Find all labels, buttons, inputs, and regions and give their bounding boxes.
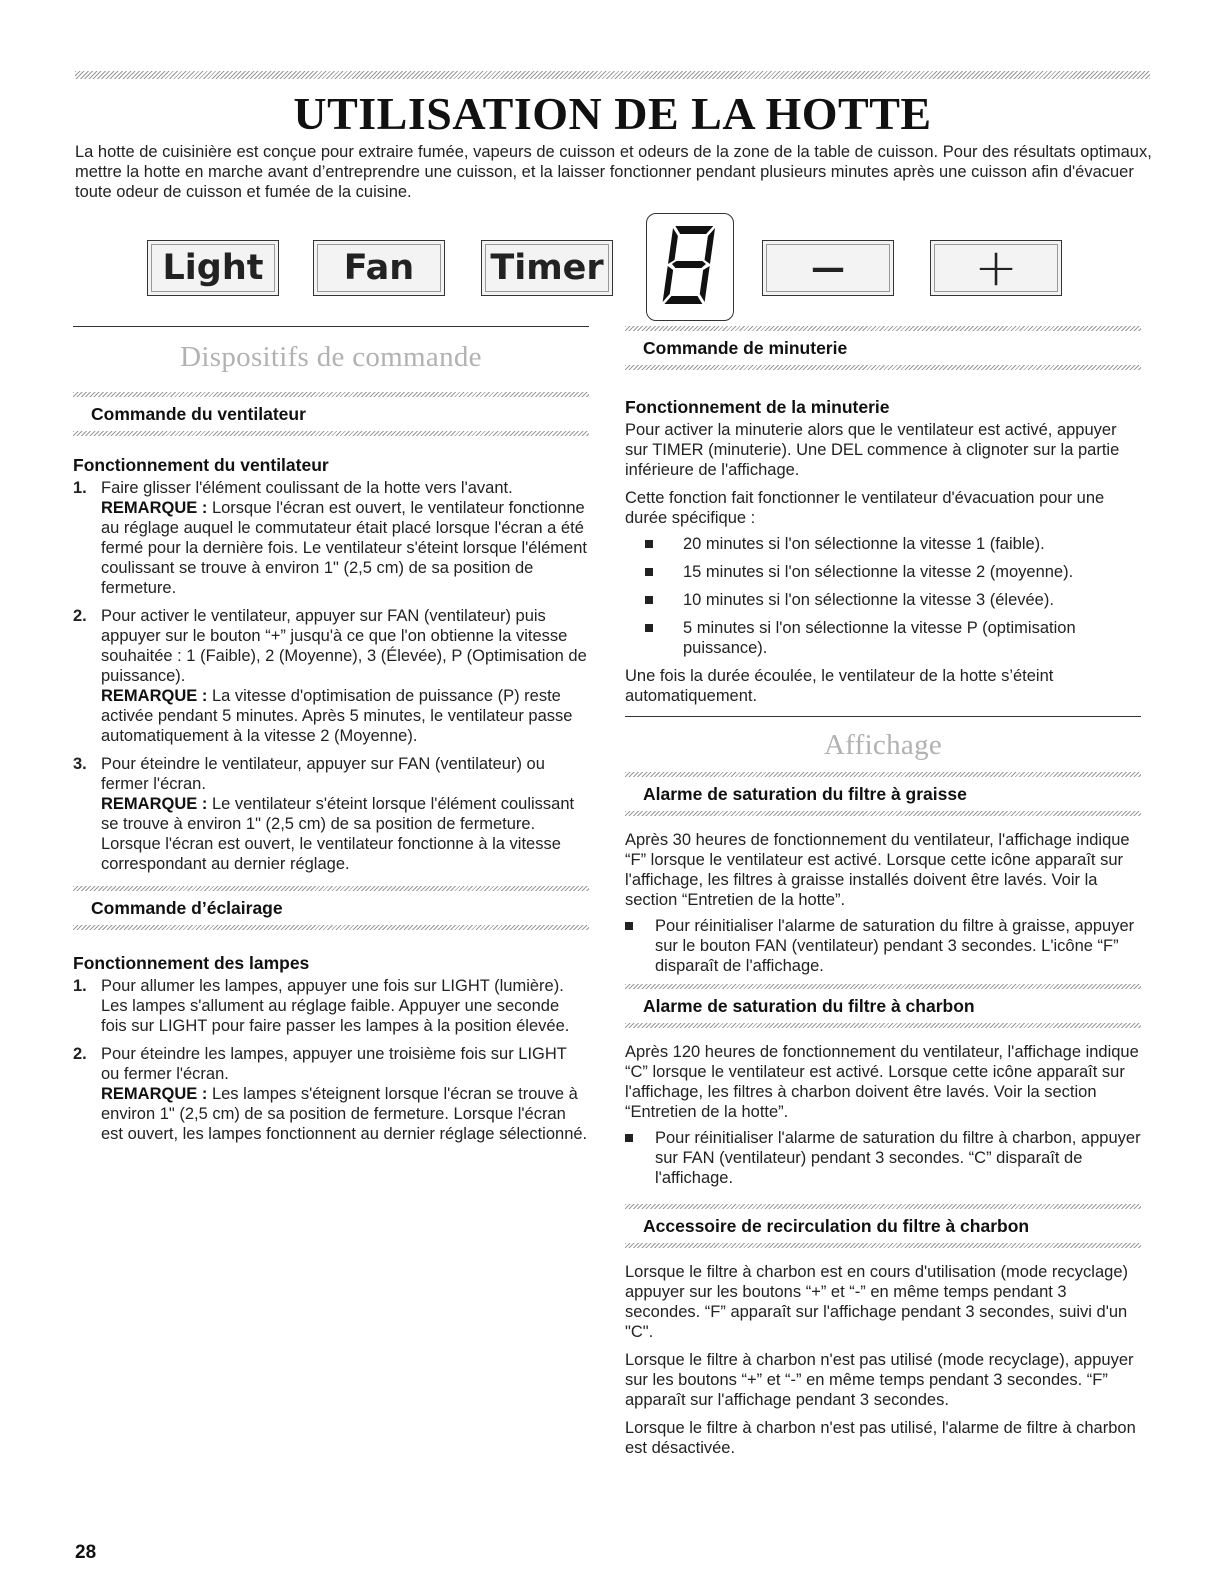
list-item bbox=[625, 590, 1141, 610]
charcoal-alarm-para: Après 120 heures de fonctionnement du ventilateur, l'affichage indique “C” lorsque le ventilateur est activé. Lorsque cette icône apparaît sur l'affichage, les filtres à charbon doivent être lavés. Voir la section “Entretien de la hotte”. bbox=[625, 1043, 1139, 1121]
intro-paragraph: La hotte de cuisinière est conçue pour extraire fumée, vapeurs de cuisson et odeurs de la zone de la table de cuisson. Pour des résultats optimaux, mettre la hotte en marche avant d’entreprendre une cuisson, et la laisser fonctionner pendant plusieurs minutes après une cuisson afin d'évacuer toute odeur de cuisson et fumée de la cuisine. bbox=[75, 143, 1152, 201]
section-title-controls: Dispositifs de commande bbox=[180, 341, 482, 373]
page-number: 28 bbox=[75, 1542, 97, 1563]
fan-operation-heading: Fonctionnement du ventilateur bbox=[73, 455, 329, 475]
left-column bbox=[73, 326, 589, 1152]
list-item bbox=[625, 1128, 1141, 1188]
seven-segment-digit-icon bbox=[647, 214, 733, 320]
timer-operation-heading: Fonctionnement de la minuterie bbox=[625, 397, 890, 417]
step-number: 1. bbox=[73, 977, 87, 995]
bullet-square-icon bbox=[625, 1134, 633, 1142]
step-note bbox=[101, 498, 589, 598]
list-item bbox=[73, 976, 589, 1036]
bullet-text: 15 minutes si l'on sélectionne la vitesse 2 (moyenne). bbox=[683, 563, 1074, 581]
list-item bbox=[73, 606, 589, 746]
step-note bbox=[101, 1084, 589, 1144]
step-note bbox=[101, 686, 589, 746]
bullet-square-icon bbox=[645, 568, 653, 576]
grease-alarm-list bbox=[625, 916, 1141, 976]
note-text: Le ventilateur s'éteint lorsque l'élément coulissant se trouve à environ 1" (2,5 cm) de sa position de fermeture. Lorsque l'écran est ouvert, le ventilateur fonctionne à la vitesse correspondant au dernier réglage. bbox=[101, 795, 575, 873]
section-title-display: Affichage bbox=[823, 729, 943, 761]
seven-segment-display bbox=[646, 213, 734, 321]
fan-button[interactable] bbox=[313, 240, 445, 296]
light-operation-heading: Fonctionnement des lampes bbox=[73, 953, 310, 973]
bullet-square-icon bbox=[625, 922, 633, 930]
step-number: 2. bbox=[73, 1045, 87, 1063]
fan-steps-list bbox=[73, 478, 589, 874]
list-item bbox=[73, 754, 589, 874]
list-item bbox=[625, 618, 1141, 658]
step-text: Pour allumer les lampes, appuyer une fois sur LIGHT (lumière). Les lampes s'allument au réglage faible. Appuyer une seconde fois sur LIGHT pour faire passer les lampes à la position élevée. bbox=[101, 977, 570, 1035]
list-item bbox=[625, 562, 1141, 582]
minus-button[interactable] bbox=[762, 240, 894, 296]
fan-control-heading: Commande du ventilateur bbox=[91, 404, 306, 424]
note-label: REMARQUE : bbox=[101, 795, 208, 813]
step-number: 2. bbox=[73, 607, 87, 625]
step-note bbox=[101, 794, 589, 874]
note-text: Les lampes s'éteignent lorsque l'écran se trouve à environ 1" (2,5 cm) de sa position de fermeture. Lorsque l'écran est ouvert, les lampes fonctionnent au dernier réglage sélectionné. bbox=[101, 1085, 588, 1143]
list-item bbox=[73, 1044, 589, 1144]
note-label: REMARQUE : bbox=[101, 499, 208, 517]
bullet-text: 5 minutes si l'on sélectionne la vitesse P (optimisation puissance). bbox=[683, 619, 1076, 657]
bullet-text: Pour réinitialiser l'alarme de saturation du filtre à graisse, appuyer sur le bouton FAN (ventilateur) pendant 3 secondes. L'icône “F” disparaît de l'affichage. bbox=[655, 917, 1135, 975]
timer-para-2: Cette fonction fait fonctionner le ventilateur d'évacuation pour une durée spécifique : bbox=[625, 489, 1105, 527]
light-control-heading: Commande d’éclairage bbox=[91, 898, 283, 918]
step-number: 1. bbox=[73, 479, 87, 497]
light-button-label: Light bbox=[162, 248, 264, 288]
bullet-text: 20 minutes si l'on sélectionne la vitesse 1 (faible). bbox=[683, 535, 1045, 553]
light-steps-list bbox=[73, 976, 589, 1144]
note-label: REMARQUE : bbox=[101, 687, 208, 705]
display-digit-value bbox=[733, 214, 734, 215]
page-title: UTILISATION DE LA HOTTE bbox=[293, 88, 932, 139]
list-item bbox=[625, 534, 1141, 554]
step-text: Pour éteindre les lampes, appuyer une troisième fois sur LIGHT ou fermer l'écran. bbox=[101, 1045, 567, 1083]
plus-button[interactable] bbox=[930, 240, 1062, 296]
step-text: Pour activer le ventilateur, appuyer sur FAN (ventilateur) puis appuyer sur le bouton “+” jusqu'à ce que l'on obtienne la vitesse souhaitée : 1 (Faible), 2 (Moyenne), 3 (Élevée), P (Optimisation de puissance). bbox=[101, 607, 587, 685]
bullet-text: 10 minutes si l'on sélectionne la vitesse 3 (élevée). bbox=[683, 591, 1054, 609]
bullet-square-icon bbox=[645, 624, 653, 632]
recirculation-para-1: Lorsque le filtre à charbon est en cours d'utilisation (mode recyclage) appuyer sur les boutons “+” et “-” en même temps pendant 3 secondes. “F” apparaît sur l'affichage pendant 3 secondes, suivi d'un "C". bbox=[625, 1263, 1128, 1341]
fan-button-label: Fan bbox=[343, 248, 415, 288]
right-column bbox=[625, 326, 1141, 1458]
right-section-rule bbox=[625, 716, 1141, 717]
plus-button-label: + bbox=[974, 238, 1018, 298]
list-item bbox=[73, 478, 589, 598]
step-text: Faire glisser l'élément coulissant de la hotte vers l'avant. bbox=[101, 479, 513, 497]
left-top-rule bbox=[73, 326, 589, 327]
note-text: Lorsque l'écran est ouvert, le ventilateur fonctionne au réglage auquel le commutateur était placé lorsque l'écran a été fermé pour la dernière fois. Le ventilateur s'éteint lorsque l'élément coulissant se trouve à environ 1" (2,5 cm) de sa position de fermeture. bbox=[101, 499, 587, 597]
bullet-square-icon bbox=[645, 540, 653, 548]
note-text: La vitesse d'optimisation de puissance (P) reste activée pendant 5 minutes. Après 5 minutes, le ventilateur passe automatiquement à la vitesse 2 (Moyenne). bbox=[101, 687, 573, 745]
list-item bbox=[625, 916, 1141, 976]
recirculation-para-2: Lorsque le filtre à charbon n'est pas utilisé (mode recyclage), appuyer sur les boutons “+” et “-” en même temps pendant 3 secondes. “F” apparaît sur l'affichage pendant 3 secondes. bbox=[625, 1351, 1134, 1409]
timer-button-label: Timer bbox=[490, 248, 604, 288]
light-button[interactable] bbox=[147, 240, 279, 296]
timer-durations-list bbox=[625, 534, 1141, 658]
charcoal-alarm-heading: Alarme de saturation du filtre à charbon bbox=[643, 996, 975, 1016]
timer-control-heading: Commande de minuterie bbox=[643, 338, 848, 358]
grease-alarm-heading: Alarme de saturation du filtre à graisse bbox=[643, 784, 967, 804]
top-hatch-rule bbox=[75, 71, 1150, 79]
minus-button-label: — bbox=[811, 248, 845, 288]
timer-para-3: Une fois la durée écoulée, le ventilateur de la hotte s’éteint automatiquement. bbox=[625, 667, 1054, 705]
bullet-text: Pour réinitialiser l'alarme de saturation du filtre à charbon, appuyer sur FAN (ventilateur) pendant 3 secondes. “C” disparaît de l'affichage. bbox=[655, 1129, 1141, 1187]
bullet-square-icon bbox=[645, 596, 653, 604]
step-number: 3. bbox=[73, 755, 87, 773]
recirculation-heading: Accessoire de recirculation du filtre à charbon bbox=[643, 1216, 1030, 1236]
note-label: REMARQUE : bbox=[101, 1085, 208, 1103]
recirculation-para-3: Lorsque le filtre à charbon n'est pas utilisé, l'alarme de filtre à charbon est désactivée. bbox=[625, 1419, 1136, 1457]
timer-para-1: Pour activer la minuterie alors que le ventilateur est activé, appuyer sur TIMER (minuterie). Une DEL commence à clignoter sur la partie inférieure de l'affichage. bbox=[625, 421, 1120, 479]
grease-alarm-para: Après 30 heures de fonctionnement du ventilateur, l'affichage indique “F” lorsque le ventilateur est activé. Lorsque cette icône apparaît sur l'affichage, les filtres à graisse installés doivent être lavés. Voir la section “Entretien de la hotte”. bbox=[625, 831, 1130, 909]
charcoal-alarm-list bbox=[625, 1128, 1141, 1188]
step-text: Pour éteindre le ventilateur, appuyer sur FAN (ventilateur) ou fermer l'écran. bbox=[101, 755, 545, 793]
timer-button[interactable] bbox=[481, 240, 613, 296]
